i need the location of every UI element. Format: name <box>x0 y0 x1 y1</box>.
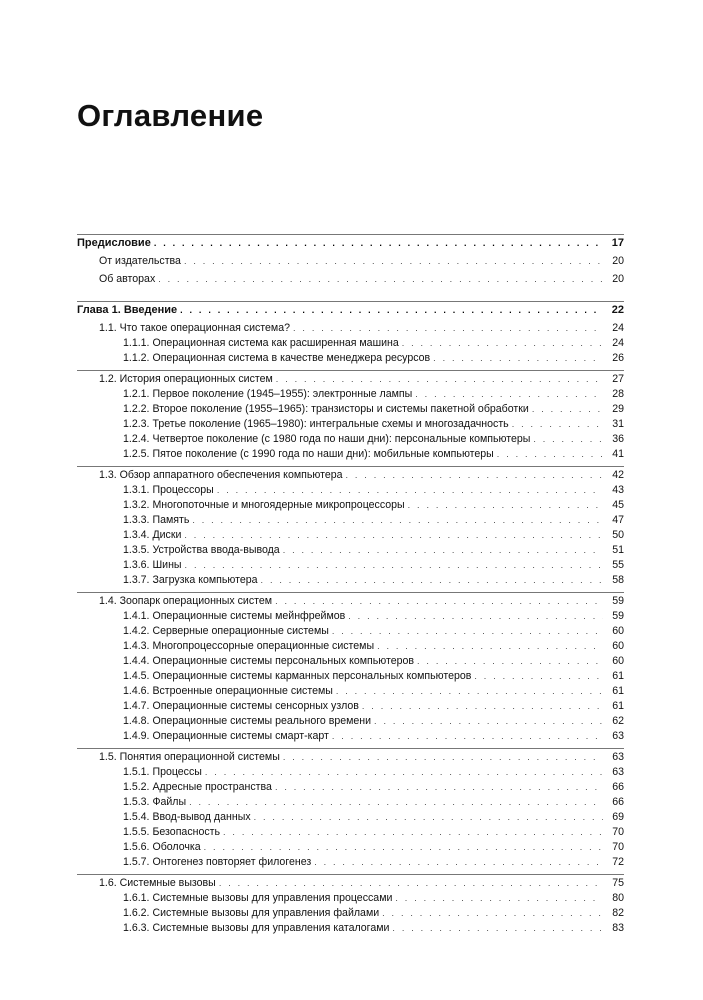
toc-entry-title: 1.4.9. Операционные системы смарт-карт <box>123 729 332 744</box>
toc-entry[interactable] <box>77 810 624 825</box>
toc-entry[interactable] <box>77 558 624 573</box>
toc-entry-page-number: 28 <box>603 387 624 402</box>
toc-entry-title: 1.4.2. Серверные операционные системы <box>123 624 332 639</box>
toc-entry-page-number: 43 <box>603 483 624 498</box>
toc-entry[interactable] <box>77 750 624 765</box>
toc-entry-title: 1.3.5. Устройства ввода-вывода <box>123 543 283 558</box>
dot-leader <box>184 254 603 269</box>
toc-entry-page-number: 61 <box>603 669 624 684</box>
toc-entry-title: 1.2.3. Третье поколение (1965–1980): интегральные схемы и многозадачность <box>123 417 512 432</box>
toc-entry-page-number: 60 <box>603 639 624 654</box>
dot-leader <box>184 528 603 543</box>
dot-leader <box>276 372 603 387</box>
toc-entry-title: 1.1.2. Операционная система в качестве менеджера ресурсов <box>123 351 433 366</box>
toc-entry-page-number: 51 <box>603 543 624 558</box>
toc-entry-title: 1.6.1. Системные вызовы для управления процессами <box>123 891 395 906</box>
toc-entry-title: 1.6. Системные вызовы <box>99 876 219 891</box>
toc-entry-title: 1.2.4. Четвертое поколение (с 1980 года по наши дни): персональные компьютеры <box>123 432 533 447</box>
toc-entry[interactable] <box>77 699 624 714</box>
toc-entry[interactable] <box>77 303 624 318</box>
toc-entry[interactable] <box>77 447 624 462</box>
toc-entry-title: 1.3.1. Процессоры <box>123 483 217 498</box>
toc-entry-title: 1.5.6. Оболочка <box>123 840 204 855</box>
dot-leader <box>154 236 603 251</box>
toc-entry[interactable] <box>77 336 624 351</box>
toc-entry[interactable] <box>77 825 624 840</box>
dot-leader <box>192 513 603 528</box>
section-divider <box>77 234 624 235</box>
toc-entry-page-number: 50 <box>603 528 624 543</box>
dot-leader <box>377 639 603 654</box>
dot-leader <box>204 840 603 855</box>
toc-entry-title: 1.4.3. Многопроцессорные операционные системы <box>123 639 377 654</box>
toc-entry-title: 1.2.5. Пятое поколение (с 1990 года по наши дни): мобильные компьютеры <box>123 447 497 462</box>
toc-entry[interactable] <box>77 780 624 795</box>
dot-leader <box>205 765 603 780</box>
toc-entry-page-number: 22 <box>603 303 624 318</box>
toc-entry[interactable] <box>77 840 624 855</box>
toc-entry-page-number: 66 <box>603 795 624 810</box>
dot-leader <box>189 795 603 810</box>
toc-entry-page-number: 55 <box>603 558 624 573</box>
toc-entry-page-number: 31 <box>603 417 624 432</box>
section-divider <box>77 466 624 467</box>
toc-entry-title: 1.5.7. Онтогенез повторяет филогенез <box>123 855 314 870</box>
toc-entry-title: 1.2.1. Первое поколение (1945–1955): электронные лампы <box>123 387 415 402</box>
toc-entry-page-number: 66 <box>603 780 624 795</box>
toc-entry-title: 1.1. Что такое операционная система? <box>99 321 293 336</box>
table-of-contents <box>77 234 624 936</box>
section-divider <box>77 301 624 302</box>
toc-entry-page-number: 72 <box>603 855 624 870</box>
dot-leader <box>158 272 603 287</box>
toc-entry-page-number: 17 <box>603 236 624 251</box>
toc-entry-title: 1.1.1. Операционная система как расширенная машина <box>123 336 402 351</box>
dot-leader <box>275 594 603 609</box>
dot-leader <box>533 432 603 447</box>
toc-entry[interactable] <box>77 254 624 269</box>
dot-leader <box>283 543 603 558</box>
dot-leader <box>382 906 603 921</box>
dot-leader <box>348 609 603 624</box>
dot-leader <box>374 714 603 729</box>
dot-leader <box>293 321 603 336</box>
toc-entry-title: 1.5.2. Адресные пространства <box>123 780 275 795</box>
toc-entry-page-number: 45 <box>603 498 624 513</box>
toc-entry-page-number: 60 <box>603 624 624 639</box>
toc-entry-title: 1.4.5. Операционные системы карманных персональных компьютеров <box>123 669 474 684</box>
toc-entry[interactable] <box>77 513 624 528</box>
toc-entry-title: 1.3. Обзор аппаратного обеспечения компьютера <box>99 468 346 483</box>
dot-leader <box>497 447 603 462</box>
toc-entry[interactable] <box>77 543 624 558</box>
toc-entry-title: 1.4.4. Операционные системы персональных компьютеров <box>123 654 417 669</box>
section-divider <box>77 592 624 593</box>
toc-section <box>77 301 624 366</box>
dot-leader <box>223 825 603 840</box>
toc-entry-page-number: 20 <box>603 272 624 287</box>
toc-entry-page-number: 61 <box>603 699 624 714</box>
toc-entry[interactable] <box>77 483 624 498</box>
toc-entry-page-number: 20 <box>603 254 624 269</box>
dot-leader <box>474 669 603 684</box>
toc-section <box>77 592 624 744</box>
toc-entry-page-number: 63 <box>603 729 624 744</box>
toc-entry-page-number: 69 <box>603 810 624 825</box>
toc-entry[interactable] <box>77 855 624 870</box>
section-divider <box>77 370 624 371</box>
toc-entry-page-number: 26 <box>603 351 624 366</box>
toc-entry-title: 1.4.6. Встроенные операционные системы <box>123 684 336 699</box>
toc-entry-page-number: 75 <box>603 876 624 891</box>
toc-entry[interactable] <box>77 765 624 780</box>
dot-leader <box>433 351 603 366</box>
section-divider <box>77 874 624 875</box>
toc-entry[interactable] <box>77 729 624 744</box>
page-title: Оглавление <box>77 98 264 133</box>
toc-entry-title: 1.6.3. Системные вызовы для управления каталогами <box>123 921 392 936</box>
toc-entry[interactable] <box>77 402 624 417</box>
section-divider <box>77 748 624 749</box>
toc-entry-title: 1.4.7. Операционные системы сенсорных узлов <box>123 699 362 714</box>
toc-entry-page-number: 70 <box>603 825 624 840</box>
toc-entry-title: 1.5.3. Файлы <box>123 795 189 810</box>
toc-entry-title: 1.4.8. Операционные системы реального времени <box>123 714 374 729</box>
toc-section <box>77 234 624 287</box>
toc-entry[interactable] <box>77 528 624 543</box>
toc-entry-title: От издательства <box>99 254 184 269</box>
dot-leader <box>332 624 603 639</box>
toc-entry[interactable] <box>77 594 624 609</box>
dot-leader <box>283 750 603 765</box>
toc-section <box>77 466 624 588</box>
toc-entry-page-number: 24 <box>603 336 624 351</box>
toc-entry-page-number: 80 <box>603 891 624 906</box>
toc-entry-page-number: 63 <box>603 750 624 765</box>
toc-entry[interactable] <box>77 624 624 639</box>
dot-leader <box>346 468 604 483</box>
dot-leader <box>219 876 603 891</box>
toc-entry[interactable] <box>77 573 624 588</box>
dot-leader <box>402 336 603 351</box>
toc-entry-title: 1.5.1. Процессы <box>123 765 205 780</box>
toc-entry[interactable] <box>77 272 624 287</box>
toc-entry-title: 1.5.4. Ввод-вывод данных <box>123 810 254 825</box>
dot-leader <box>362 699 603 714</box>
toc-entry-page-number: 70 <box>603 840 624 855</box>
toc-entry-title: 1.6.2. Системные вызовы для управления файлами <box>123 906 382 921</box>
toc-entry-page-number: 60 <box>603 654 624 669</box>
toc-entry-title: 1.4.1. Операционные системы мейнфреймов <box>123 609 348 624</box>
toc-entry-title: Об авторах <box>99 272 158 287</box>
toc-entry-title: 1.4. Зоопарк операционных систем <box>99 594 275 609</box>
toc-entry[interactable] <box>77 669 624 684</box>
dot-leader <box>532 402 603 417</box>
dot-leader <box>314 855 603 870</box>
toc-section <box>77 874 624 936</box>
dot-leader <box>417 654 603 669</box>
toc-section <box>77 748 624 870</box>
toc-entry[interactable] <box>77 372 624 387</box>
toc-entry-page-number: 63 <box>603 765 624 780</box>
dot-leader <box>254 810 603 825</box>
dot-leader <box>512 417 603 432</box>
toc-entry[interactable] <box>77 684 624 699</box>
dot-leader <box>275 780 603 795</box>
toc-entry[interactable] <box>77 795 624 810</box>
toc-entry[interactable] <box>77 921 624 936</box>
toc-entry[interactable] <box>77 432 624 447</box>
toc-entry-title: 1.5. Понятия операционной системы <box>99 750 283 765</box>
toc-entry[interactable] <box>77 351 624 366</box>
toc-entry[interactable] <box>77 321 624 336</box>
toc-entry-title: 1.2. История операционных систем <box>99 372 276 387</box>
toc-entry-page-number: 83 <box>603 921 624 936</box>
toc-entry-page-number: 62 <box>603 714 624 729</box>
toc-entry-title: 1.5.5. Безопасность <box>123 825 223 840</box>
dot-leader <box>395 891 603 906</box>
toc-entry-page-number: 24 <box>603 321 624 336</box>
dot-leader <box>261 573 603 588</box>
toc-entry-page-number: 47 <box>603 513 624 528</box>
toc-entry-title: 1.3.6. Шины <box>123 558 185 573</box>
toc-entry[interactable] <box>77 654 624 669</box>
toc-entry-title: 1.3.2. Многопоточные и многоядерные микропроцессоры <box>123 498 408 513</box>
toc-entry-title: Предисловие <box>77 236 154 251</box>
toc-entry-page-number: 58 <box>603 573 624 588</box>
toc-entry-page-number: 27 <box>603 372 624 387</box>
toc-entry-page-number: 59 <box>603 594 624 609</box>
toc-entry[interactable] <box>77 639 624 654</box>
toc-section <box>77 370 624 462</box>
toc-entry[interactable] <box>77 468 624 483</box>
dot-leader <box>217 483 603 498</box>
toc-entry-title: 1.3.7. Загрузка компьютера <box>123 573 261 588</box>
toc-entry[interactable] <box>77 609 624 624</box>
toc-entry-title: 1.3.4. Диски <box>123 528 184 543</box>
dot-leader <box>408 498 603 513</box>
toc-entry[interactable] <box>77 891 624 906</box>
toc-entry-page-number: 29 <box>603 402 624 417</box>
dot-leader <box>332 729 603 744</box>
toc-entry[interactable] <box>77 714 624 729</box>
toc-entry-page-number: 82 <box>603 906 624 921</box>
dot-leader <box>180 303 603 318</box>
dot-leader <box>336 684 603 699</box>
dot-leader <box>185 558 603 573</box>
toc-entry[interactable] <box>77 236 624 251</box>
toc-entry-title: 1.3.3. Память <box>123 513 192 528</box>
toc-entry[interactable] <box>77 498 624 513</box>
dot-leader <box>415 387 603 402</box>
toc-entry-page-number: 59 <box>603 609 624 624</box>
toc-entry-page-number: 36 <box>603 432 624 447</box>
toc-entry-page-number: 61 <box>603 684 624 699</box>
toc-entry-page-number: 42 <box>603 468 624 483</box>
toc-entry[interactable] <box>77 876 624 891</box>
toc-entry[interactable] <box>77 387 624 402</box>
dot-leader <box>392 921 603 936</box>
toc-entry-page-number: 41 <box>603 447 624 462</box>
toc-entry[interactable] <box>77 417 624 432</box>
toc-entry-title: Глава 1. Введение <box>77 303 180 318</box>
toc-entry[interactable] <box>77 906 624 921</box>
toc-entry-title: 1.2.2. Второе поколение (1955–1965): транзисторы и системы пакетной обработки <box>123 402 532 417</box>
